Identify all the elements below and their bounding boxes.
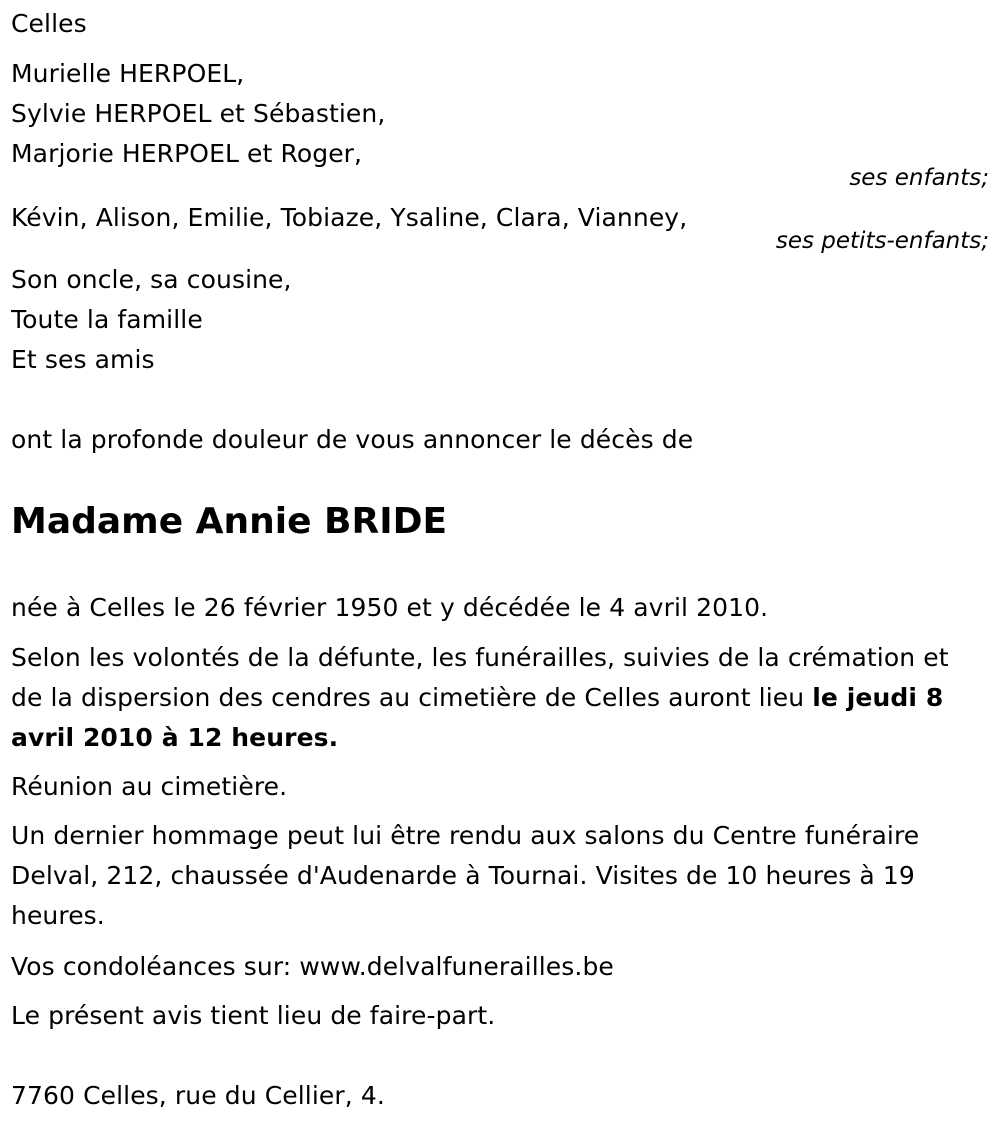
notice-info: Le présent avis tient lieu de faire-part. (11, 1001, 496, 1030)
grandchildren-names: Kévin, Alison, Emilie, Tobiaze, Ysaline, Clara, Vianney, (11, 203, 688, 232)
tribute-info: Un dernier hommage peut lui être rendu aux salons du Centre funéraire Delval, 212, chaussée d'Audenarde à Tournai. Visites de 10 heures à 19 heures. (11, 821, 920, 930)
birth-death: née à Celles le 26 février 1950 et y décédée le 4 avril 2010. (11, 593, 769, 622)
funeral-text: Selon les volontés de la défunte, les funérailles, suivies de la crémation et de la dispersion des cendres au cimetière de Celles auront lieu (11, 643, 949, 712)
condolences-info: Vos condoléances sur: www.delvalfunerailles.be (11, 952, 614, 981)
meeting-info: Réunion au cimetière. (11, 772, 288, 801)
other-relatives: Toute la famille (11, 305, 203, 334)
child-name: Murielle HERPOEL, (11, 59, 245, 88)
other-relatives: Son oncle, sa cousine, (11, 265, 292, 294)
grandchildren-role: ses petits-enfants; (775, 228, 989, 254)
address: 7760 Celles, rue du Cellier, 4. (11, 1081, 385, 1110)
child-name: Sylvie HERPOEL et Sébastien, (11, 99, 386, 128)
other-relatives: Et ses amis (11, 345, 155, 374)
funeral-date: le jeudi 8 avril 2010 à 12 heures. (11, 683, 944, 752)
announcement: ont la profonde douleur de vous annoncer le décès de (11, 425, 694, 454)
deceased-name: Madame Annie BRIDE (11, 501, 448, 542)
funeral-details (11, 638, 986, 758)
locality: Celles (11, 9, 87, 38)
children-role: ses enfants; (849, 165, 989, 191)
child-name: Marjorie HERPOEL et Roger, (11, 139, 363, 168)
